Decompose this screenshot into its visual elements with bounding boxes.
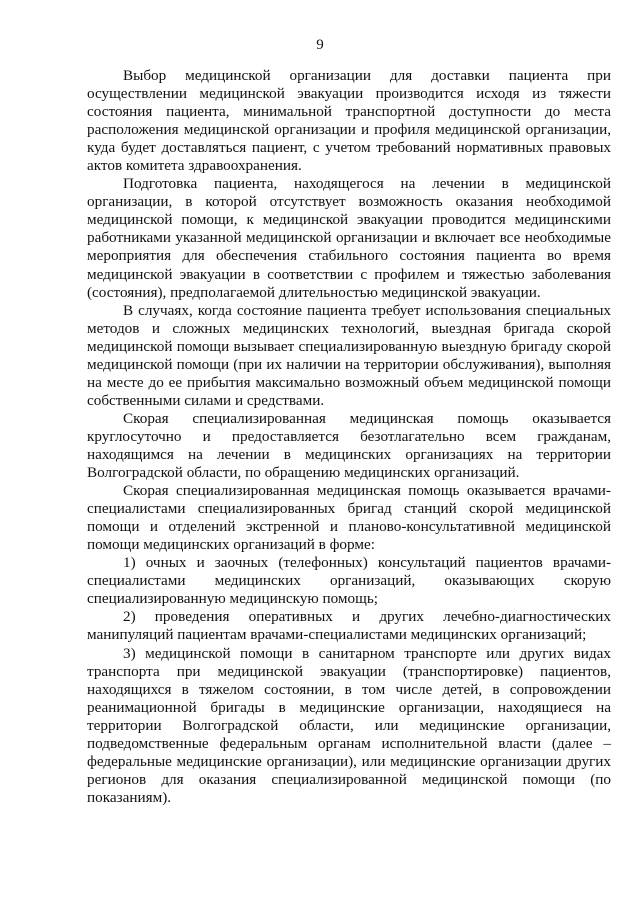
list-item-transport-care: 3) медицинской помощи в санитарном транспорте или других видах транспорта при медицинской эвакуации (транспортировке) пациентов, находящихся в тяжелом состоянии, в том числе детей, в сопровождении реанимационной бригады в медицинские организации, находящиеся на территории Волгоградской области, или медицинские организации, подведомственные федеральным органам исполнительной власти (далее – федеральные медицинские организации), или медицинские организации других регионов для оказания специализированной медицинской помощи (по показаниям). xyxy=(87,644,611,806)
list-item-procedures: 2) проведения оперативных и других лечебно-диагностических манипуляций пациентам врачами-специалистами медицинских организаций; xyxy=(87,608,611,644)
paragraph-care-forms-intro: Скорая специализированная медицинская помощь оказывается врачами-специалистами специализированных бригад станций скорой медицинской помощи и отделений экстренной и планово-консультативной медицинской помощи медицинских организаций в форме: xyxy=(87,482,611,554)
page-number: 9 xyxy=(316,37,324,53)
list-item-consultations: 1) очных и заочных (телефонных) консультаций пациентов врачами-специалистами медицинских организаций, оказывающих скорую специализированную медицинскую помощь; xyxy=(87,554,611,608)
body-text xyxy=(87,67,611,807)
paragraph-patient-preparation: Подготовка пациента, находящегося на лечении в медицинской организации, в которой отсутствует возможность оказания необходимой медицинской помощи, к медицинской эвакуации проводится медицинскими работниками указанной медицинской организации и включает все необходимые мероприятия для обеспечения стабильного состояния пациента во время медицинской эвакуации в соответствии с профилем и тяжестью заболевания (состояния), предполагаемой длительностью медицинской эвакуации. xyxy=(87,175,611,301)
paragraph-special-methods: В случаях, когда состояние пациента требует использования специальных методов и сложных медицинских технологий, выездная бригада скорой медицинской помощи вызывает специализированную выездную бригаду скорой медицинской помощи (при их наличии на территории обслуживания), выполняя на месте до ее прибытия максимально возможный объем медицинской помощи собственными силами и средствами. xyxy=(87,301,611,409)
paragraph-medical-organization-choice: Выбор медицинской организации для доставки пациента при осуществлении медицинской эвакуации производится исходя из тяжести состояния пациента, минимальной транспортной доступности до места расположения медицинской организации и профиля медицинской организации, куда будет доставляться пациент, с учетом требований нормативных правовых актов комитета здравоохранения. xyxy=(87,67,611,175)
paragraph-round-the-clock-care: Скорая специализированная медицинская помощь оказывается круглосуточно и предоставляется безотлагательно всем гражданам, находящимся на лечении в медицинских организациях на территории Волгоградской области, по обращению медицинских организаций. xyxy=(87,409,611,482)
